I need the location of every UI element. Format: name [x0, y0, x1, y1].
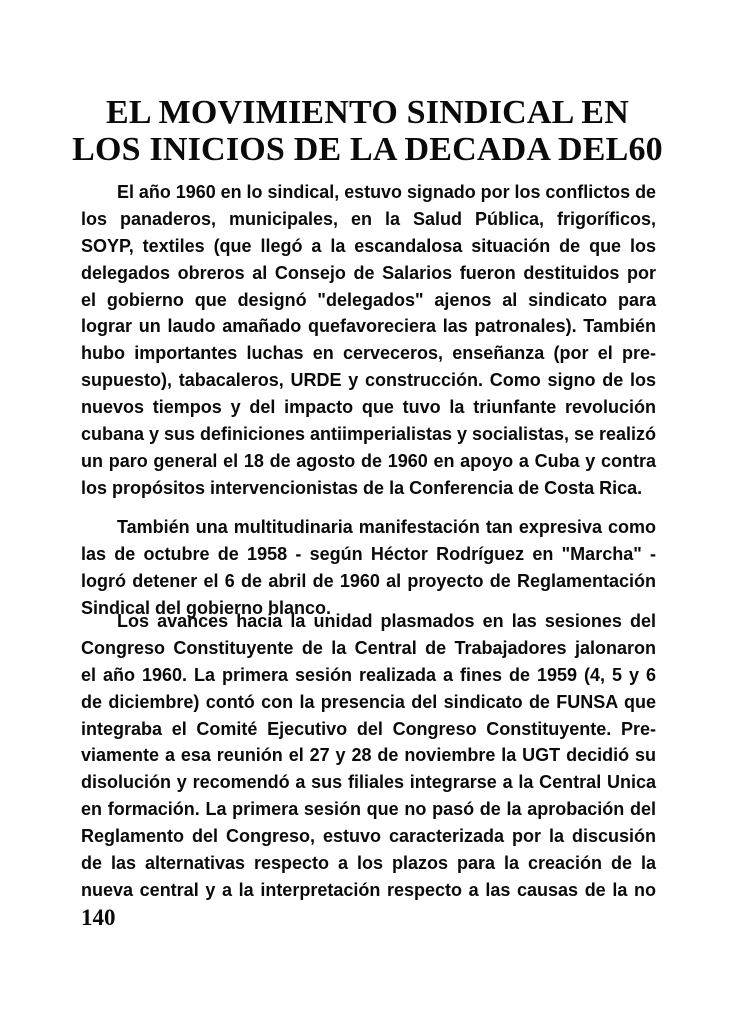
text-line-content: los propósitos intervencionistas de la Conferencia de Costa Rica. — [81, 477, 643, 498]
text-line-content: nuevos tiempos y del impacto que tuvo la triunfante revolución — [81, 397, 656, 418]
text-line-content: el gobierno que designó "delegados" ajenos al sindicato para — [81, 289, 656, 310]
text-line — [81, 689, 656, 716]
text-line — [81, 568, 656, 595]
text-line-content: un paro general el 18 de agosto de 1960 en apoyo a Cuba y contra — [81, 450, 656, 471]
text-line-content: cubana y sus definiciones antiimperialistas y socialistas, se realizó — [81, 424, 656, 445]
text-line — [81, 340, 656, 367]
title-line-1: EL MOVIMIENTO SINDICAL EN — [106, 94, 629, 131]
text-line — [81, 769, 656, 796]
text-line — [81, 635, 656, 662]
text-line — [81, 823, 656, 850]
text-line-content: delegados obreros al Consejo de Salarios fueron destituidos por — [81, 262, 656, 283]
text-line-content: SOYP, textiles (que llegó a la escandalosa situación de que los — [81, 235, 656, 256]
text-line — [81, 850, 656, 877]
text-line — [81, 313, 656, 340]
text-line — [81, 608, 656, 635]
title-line-2: LOS INICIOS DE LA DECADA DEL60 — [72, 131, 663, 168]
text-line-content: disolución y recomendó a sus filiales integrarse a la Central Unica — [81, 772, 656, 793]
text-line-content: Reglamento del Congreso, estuvo caracterizada por la discusión — [81, 826, 656, 847]
text-line-content: viamente a esa reunión el 27 y 28 de noviembre la UGT decidió su — [81, 745, 656, 766]
page-number: 140 — [81, 905, 116, 930]
text-line — [81, 514, 656, 541]
text-line — [81, 541, 656, 568]
text-line-content: las de octubre de 1958 - según Héctor Rodríguez en "Marcha" - — [81, 543, 656, 564]
text-line-content: Sindical del gobierno blanco. — [81, 597, 332, 618]
text-line — [81, 206, 656, 233]
text-line — [81, 287, 656, 314]
text-line — [81, 716, 656, 743]
text-line-content: supuesto), tabacaleros, URDE y construcción. Como signo de los — [81, 370, 656, 391]
text-line — [81, 179, 656, 206]
paragraph-2 — [81, 514, 656, 622]
text-line-content: Congreso Constituyente de la Central de Trabajadores jalonaron — [81, 637, 656, 658]
chapter-title — [60, 94, 675, 168]
text-line-content: También una multitudinaria manifestación tan expresiva como — [117, 517, 656, 537]
text-line-content: en formación. La primera sesión que no pasó de la aprobación del — [81, 799, 656, 820]
text-line — [81, 367, 656, 394]
text-line — [81, 421, 656, 448]
text-line — [81, 877, 656, 904]
text-line-content: Los avances hacia la unidad plasmados en las sesiones del — [117, 611, 656, 631]
text-line — [81, 233, 656, 260]
text-line — [81, 796, 656, 823]
text-line — [81, 475, 656, 502]
text-line-content: hubo importantes luchas en cerveceros, enseñanza (por el pre- — [81, 343, 656, 364]
text-line-content: nueva central y a la interpretación respecto a las causas de la no — [81, 879, 656, 900]
text-line-content: los panaderos, municipales, en la Salud Pública, frigoríficos, — [81, 208, 656, 229]
paragraph-3 — [81, 608, 656, 904]
text-line-content: lograr un laudo amañado quefavoreciera las patronales). También — [81, 316, 656, 337]
paragraph-1 — [81, 179, 656, 502]
text-line-content: El año 1960 en lo sindical, estuvo signado por los conflictos de — [117, 182, 656, 202]
text-line — [81, 742, 656, 769]
text-line-content: el año 1960. La primera sesión realizada a fines de 1959 (4, 5 y 6 — [81, 664, 656, 685]
text-line — [81, 260, 656, 287]
text-line-content: de las alternativas respecto a los plazos para la creación de la — [81, 853, 656, 874]
text-line — [81, 394, 656, 421]
text-line-content: integraba el Comité Ejecutivo del Congreso Constituyente. Pre- — [81, 718, 656, 739]
text-line — [81, 662, 656, 689]
text-line-content: logró detener el 6 de abril de 1960 al proyecto de Reglamentación — [81, 570, 656, 591]
text-line — [81, 448, 656, 475]
text-line-content: de diciembre) contó con la presencia del sindicato de FUNSA que — [81, 691, 656, 712]
